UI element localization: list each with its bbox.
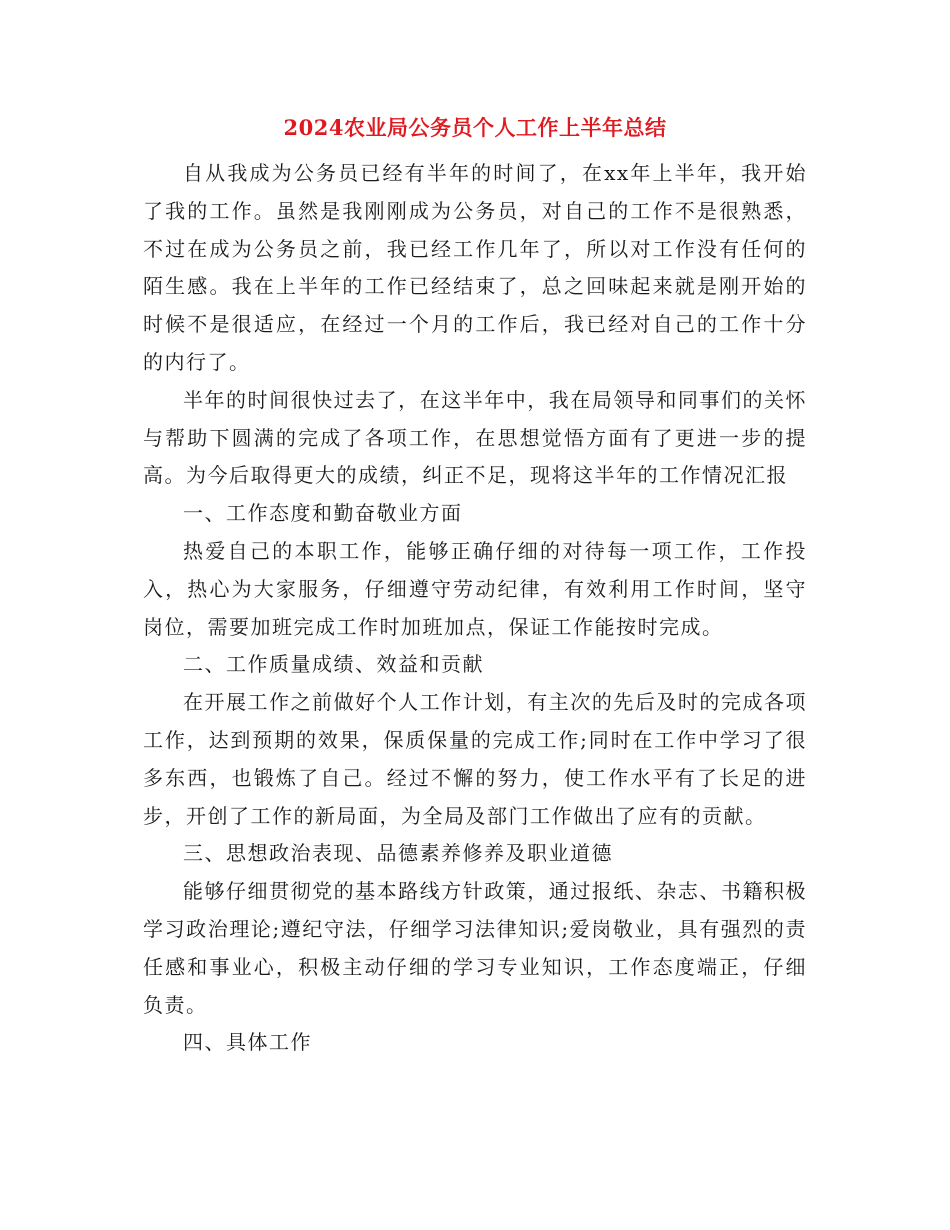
paragraph-section-3: 能够仔细贯彻党的基本路线方针政策，通过报纸、杂志、书籍积极学习政治理论;遵纪守法，仔细学习法律知识;爱岗敬业，具有强烈的责任感和事业心，积极主动仔细的学习专业知识，工作态度端正，仔细负责。 (143, 879, 807, 1017)
paragraph-intro: 自从我成为公务员已经有半年的时间了，在xx年上半年，我开始了我的工作。虽然是我刚刚成为公务员，对自己的工作不是很熟悉，不过在成为公务员之前，我已经工作几年了，所以对工作没有任何的陌生感。我在上半年的工作已经结束了，总之回味起来就是刚开始的时候不是很适应，在经过一个月的工作后，我已经对自己的工作十分的内行了。 (143, 161, 807, 374)
paragraph-section-1: 热爱自己的本职工作，能够正确仔细的对待每一项工作，工作投入，热心为大家服务，仔细遵守劳动纪律，有效利用工作时间，坚守岗位，需要加班完成工作时加班加点，保证工作能按时完成。 (143, 538, 807, 639)
document-title: 2024农业局公务员个人工作上半年总结 (283, 115, 667, 140)
section-heading-2: 二、工作质量成绩、效益和贡献 (183, 652, 484, 677)
paragraph-section-2: 在开展工作之前做好个人工作计划，有主次的先后及时的完成各项工作，达到预期的效果，保质保量的完成工作;同时在工作中学习了很多东西，也锻炼了自己。经过不懈的努力，使工作水平有了长足的进步，开创了工作的新局面，为全局及部门工作做出了应有的贡献。 (143, 690, 807, 828)
section-heading-1: 一、工作态度和勤奋敬业方面 (183, 501, 463, 526)
section-heading-3: 三、思想政治表现、品德素养修养及职业道德 (183, 841, 613, 866)
document-body (143, 155, 807, 1062)
paragraph-summary: 半年的时间很快过去了，在这半年中，我在局领导和同事们的关怀与帮助下圆满的完成了各项工作，在思想觉悟方面有了更进一步的提高。为今后取得更大的成绩，纠正不足，现将这半年的工作情况汇报 (143, 387, 807, 488)
section-heading-4: 四、具体工作 (183, 1030, 312, 1055)
